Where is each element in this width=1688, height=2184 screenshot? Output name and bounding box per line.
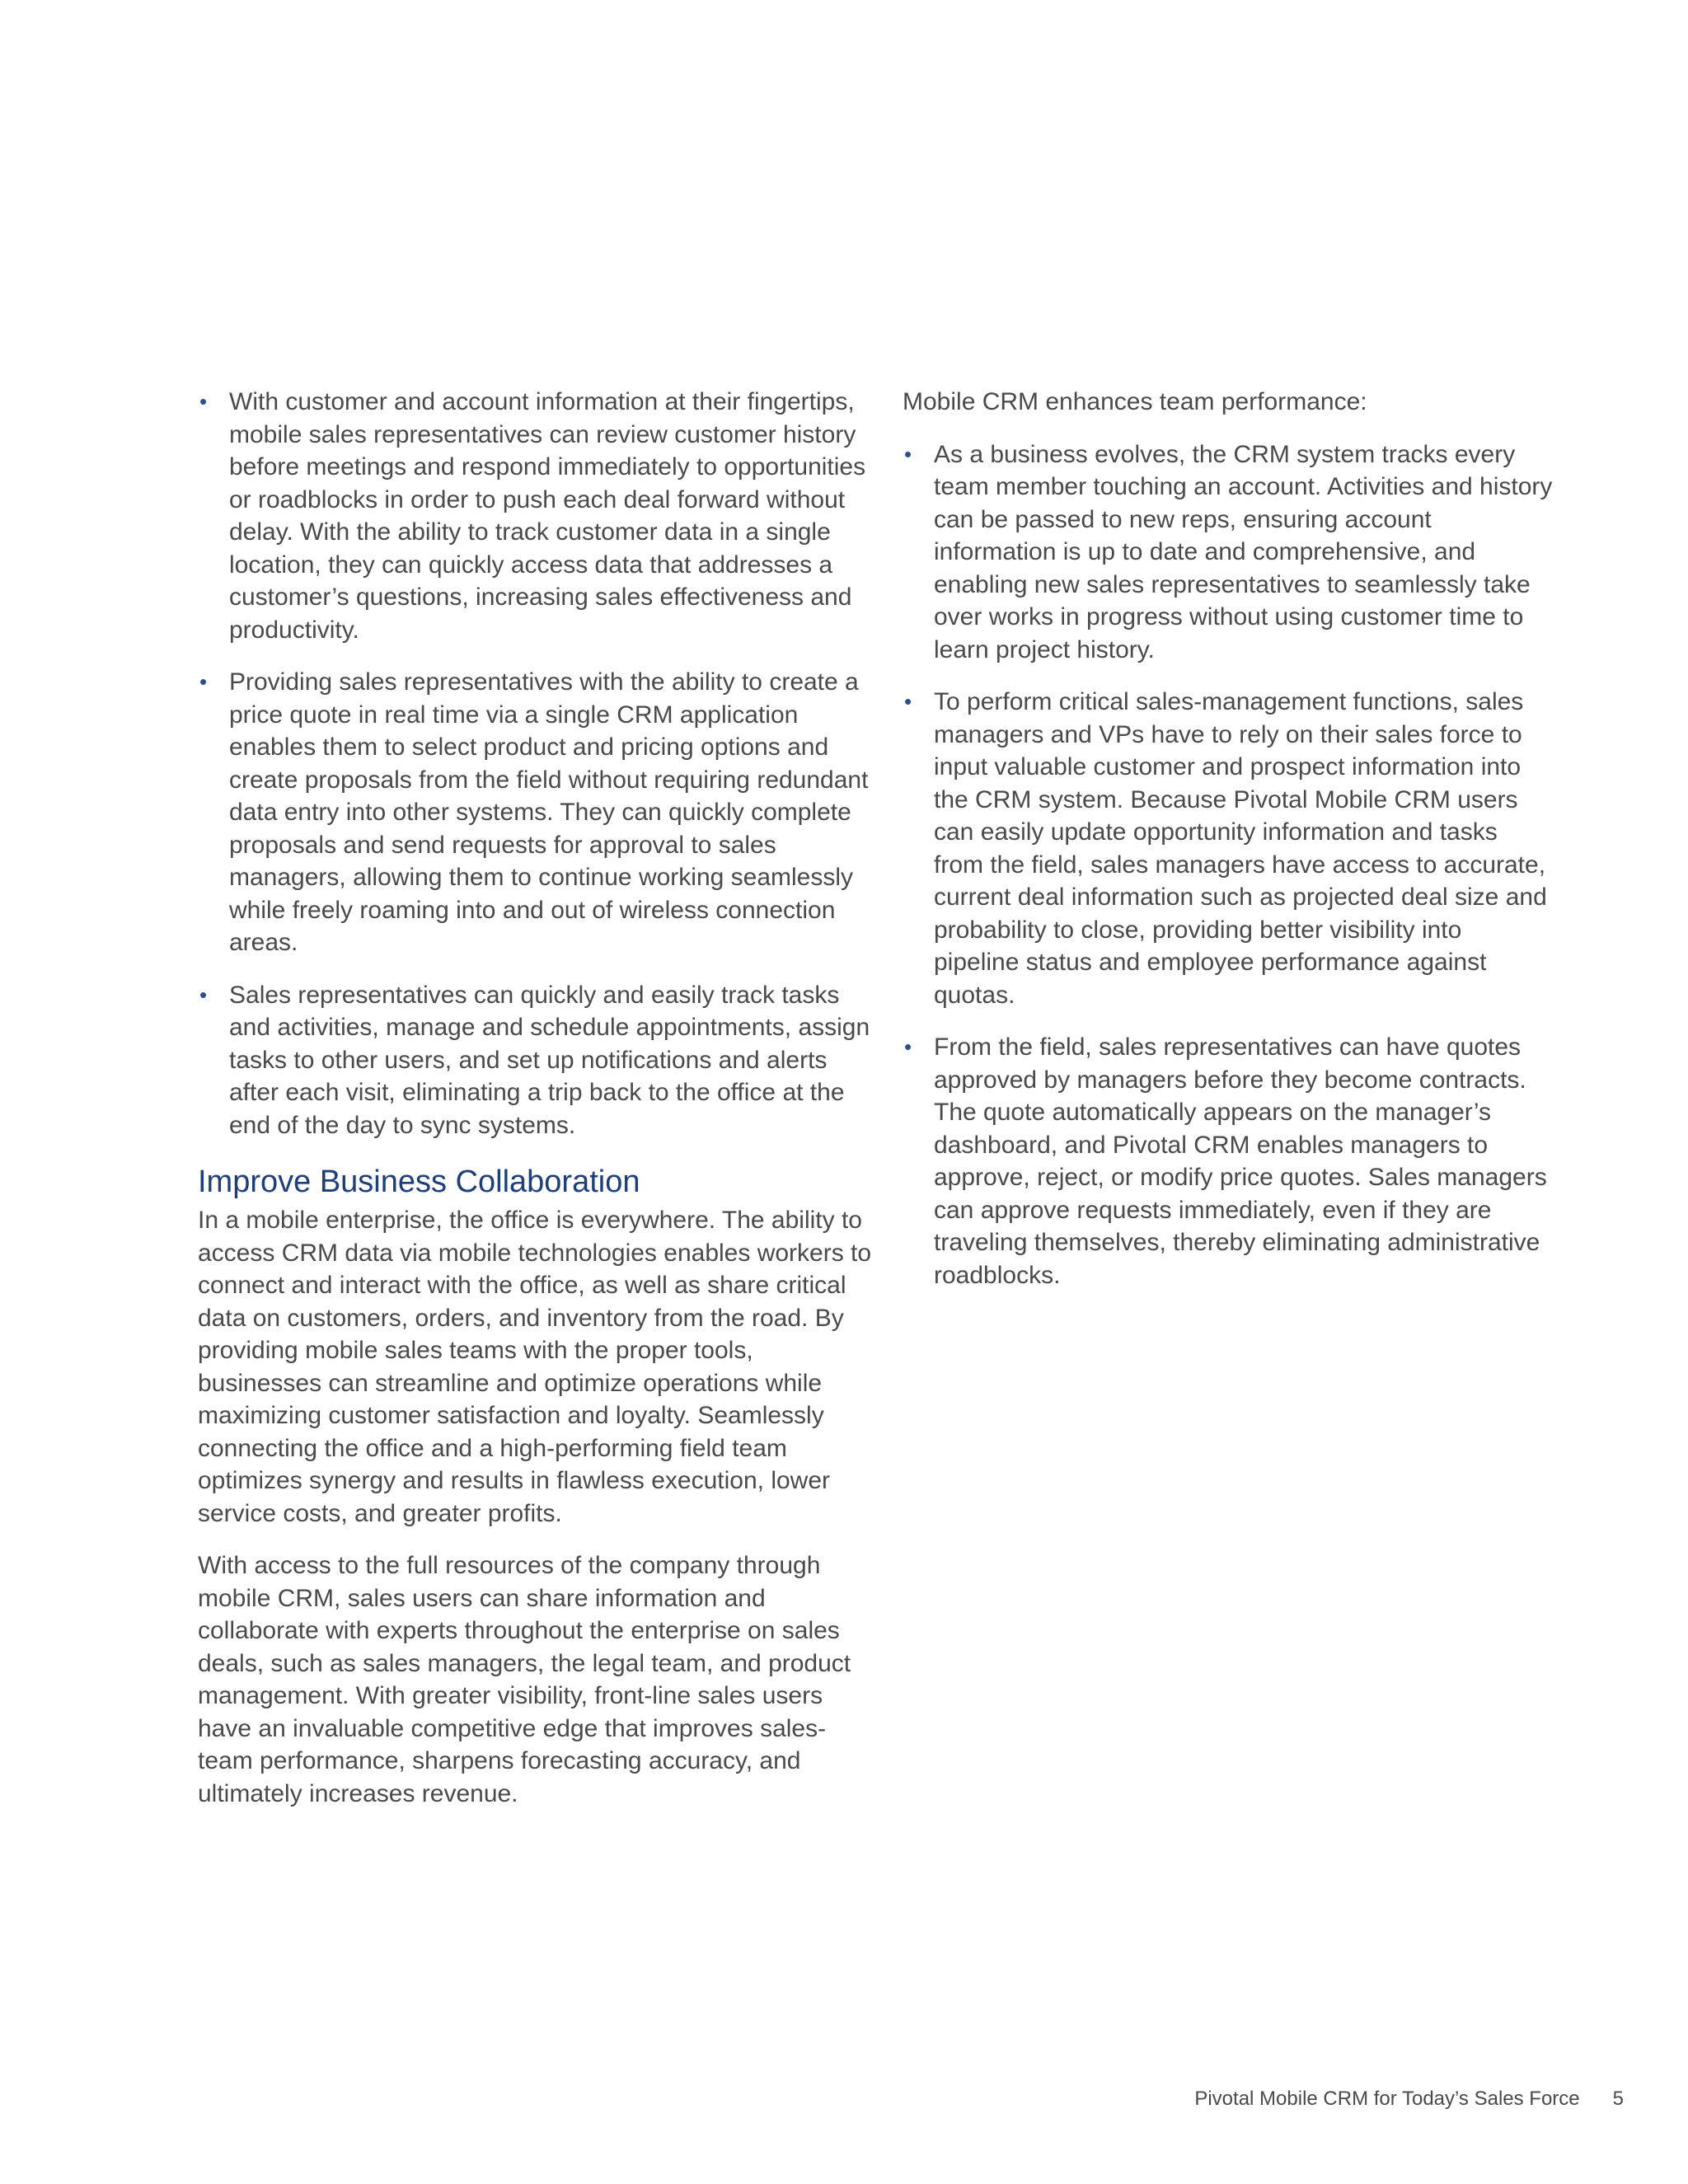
bullet-icon: •: [904, 441, 912, 466]
bullet-text: Providing sales representatives with the ability to create a price quote in real time via a single CRM application enables them to select product and pricing options and create proposals from the field without requiring redundant data entry into other systems. They can quickly complete proposals and send requests for approval to sales managers, allowing them to continue working seamlessly while freely roaming into and out of wireless connection areas.: [229, 668, 869, 956]
bullet-icon: •: [199, 669, 208, 694]
left-bullet-3: [198, 979, 872, 1142]
bullet-icon: •: [199, 389, 208, 414]
bullet-icon: •: [904, 689, 912, 714]
right-bullet-1: [903, 438, 1554, 667]
page-number: 5: [1612, 2088, 1624, 2110]
page-footer: [1179, 2088, 1624, 2111]
bullet-text: Sales representatives can quickly and easily track tasks and activities, manage and schedule appointments, assign tasks to other users, and set up notifications and alerts after each visit, eliminating a trip back to the office at the end of the day to sync systems.: [229, 981, 870, 1139]
section-heading: Improve Business Collaboration: [198, 1165, 640, 1199]
bullet-text: To perform critical sales-management functions, sales managers and VPs have to rely on their sales force to input valuable customer and prospect information into the CRM system. Because Pivotal Mobile CRM users can easily update opportunity information and tasks from the field, sales managers have access to accurate, current deal information such as projected deal size and probability to close, providing better visibility into pipeline status and employee performance against quotas.: [934, 688, 1547, 1009]
right-bullet-3: [903, 1031, 1554, 1291]
paragraph-1: In a mobile enterprise, the office is everywhere. The ability to access CRM data via mobile technologies enables workers to connect and interact with the office, as well as share critical data on customers, orders, and inventory from the road. By providing mobile sales teams with the proper tools, businesses can streamline and optimize operations while maximizing customer satisfaction and loyalty. Seamlessly connecting the office and a high-performing field team optimizes synergy and results in flawless execution, lower service costs, and greater profits.: [198, 1207, 872, 1527]
right-column: [903, 386, 1554, 1311]
bullet-text: As a business evolves, the CRM system tracks every team member touching an account. Activities and history can be passed to new reps, ensuring account information is up to date and comprehensive, and enabling new sales representatives to seamlessly take over works in progress without using customer time to learn project history.: [934, 440, 1553, 663]
bullet-icon: •: [199, 982, 208, 1007]
bullet-icon: •: [904, 1034, 912, 1059]
bullet-text: With customer and account information at their fingertips, mobile sales representatives can review customer history before meetings and respond immediately to opportunities or roadblocks in order to push each deal forward without delay. With the ability to track customer data in a single location, they can quickly access data that addresses a customer’s questions, increasing sales effectiveness and productivity.: [229, 388, 866, 644]
bullet-text: From the field, sales representatives can have quotes approved by managers before they become contracts. The quote automatically appears on the manager’s dashboard, and Pivotal CRM enables managers to approve, reject, or modify price quotes. Sales managers can approve requests immediately, even if they are traveling themselves, thereby eliminating administrative roadblocks.: [934, 1033, 1547, 1289]
footer-title: Pivotal Mobile CRM for Today’s Sales Force: [1194, 2088, 1580, 2110]
right-bullet-list: [903, 438, 1554, 1292]
right-bullet-2: [903, 686, 1554, 1011]
left-bullet-2: [198, 666, 872, 959]
left-bullet-list: [198, 386, 872, 1141]
intro-text: Mobile CRM enhances team performance:: [903, 388, 1367, 415]
left-column: [198, 386, 872, 1830]
paragraph-2: With access to the full resources of the company through mobile CRM, sales users can share information and collaborate with experts throughout the enterprise on sales deals, such as sales managers, the legal team, and product management. With greater visibility, front-line sales users have an invaluable competitive edge that improves sales-team performance, sharpens forecasting accuracy, and ultimately increases revenue.: [198, 1552, 851, 1807]
left-bullet-1: [198, 386, 872, 646]
